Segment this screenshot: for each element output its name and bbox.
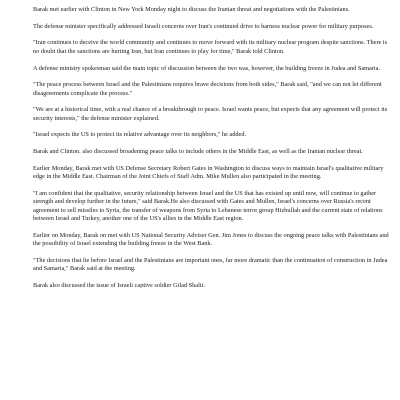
paragraph-5: "The peace process between Israel and the Palestinians requires brave decisions from both sides," Barak said, "and we can not let different disagreements complicate the process." bbox=[33, 81, 382, 97]
paragraph-1: Barak met earlier with Clinton in New York Monday night to discuss the Iranian threat and negotiations with the Palestinians. bbox=[33, 6, 350, 13]
article-body bbox=[33, 6, 391, 288]
paragraph-2: The defense minister specifically addressed Israeli concerns over Iran's continued drive to harness nuclear power for military purposes. bbox=[33, 22, 374, 30]
paragraph-6: "We are at a historical time, with a real chance of a breakthrough to peace. Israel wants peace, but expects that any agreement will protect its security interests," the defense minister explained. bbox=[33, 106, 388, 122]
paragraph-7: "Israel expects the US to protect its relative advantage over its neighbors," he added. bbox=[33, 131, 247, 139]
paragraph-8: Barak and Clinton. also discussed broadening peace talks to include others in the Middle East, as well as the Iranian nuclear threat. bbox=[33, 148, 363, 156]
paragraph-9: Earlier Monday, Barak met with US Defense Secretary Robert Gates in Washington to discuss ways to maintain Israel's qualitative military edge in the Middle East. Chairman of the Joint Chiefs of Staff Adm. Mike Mullen also participated in the meeting. bbox=[33, 164, 384, 181]
paragraph-12: "The decisions that lie before Israel and the Palestinians are important ones, far more dramatic than the continuation of construction in Judea and Samaria," Barak said at the meeting. bbox=[33, 256, 388, 273]
paragraph-11: Earlier on Monday, Barak on met with US National Security Adviser Gen. Jim Jones to discuss the ongoing peace talks with Palestinians and the possibility of Israel extending the building freeze in the West Bank. bbox=[33, 231, 389, 248]
paragraph-cut-off: Barak also discussed the issue of Israeli captive soldier Gilad Shalit. bbox=[33, 282, 205, 289]
paragraph-3: "Iran continues to deceive the world community and continues to move forward with its military nuclear program despite sanctions. There is no doubt that the sanctions are hurting Iran, but Iran continues to play for time," Barak told Clinton. bbox=[33, 39, 388, 55]
paragraph-4: A defense ministry spokesman said the main topic of discussion between the two was, however, the building freeze in Judea and Samaria. bbox=[33, 64, 381, 72]
paragraph-10: "I am confident that the qualitative, security relationship between Israel and the US that has existed up until now, will continue to gather strength and develop further in the future," said Barak.He also discussed with Gates and Mullen, Israel's concerns over Russia's recent agreement to sell missiles to Syria, the transfer of weapons from Syria to Lebanese terror group Hizbullah and the current state of relations between Israel and Turkey, another one of the US's allies in the Middle East region. bbox=[33, 189, 383, 223]
